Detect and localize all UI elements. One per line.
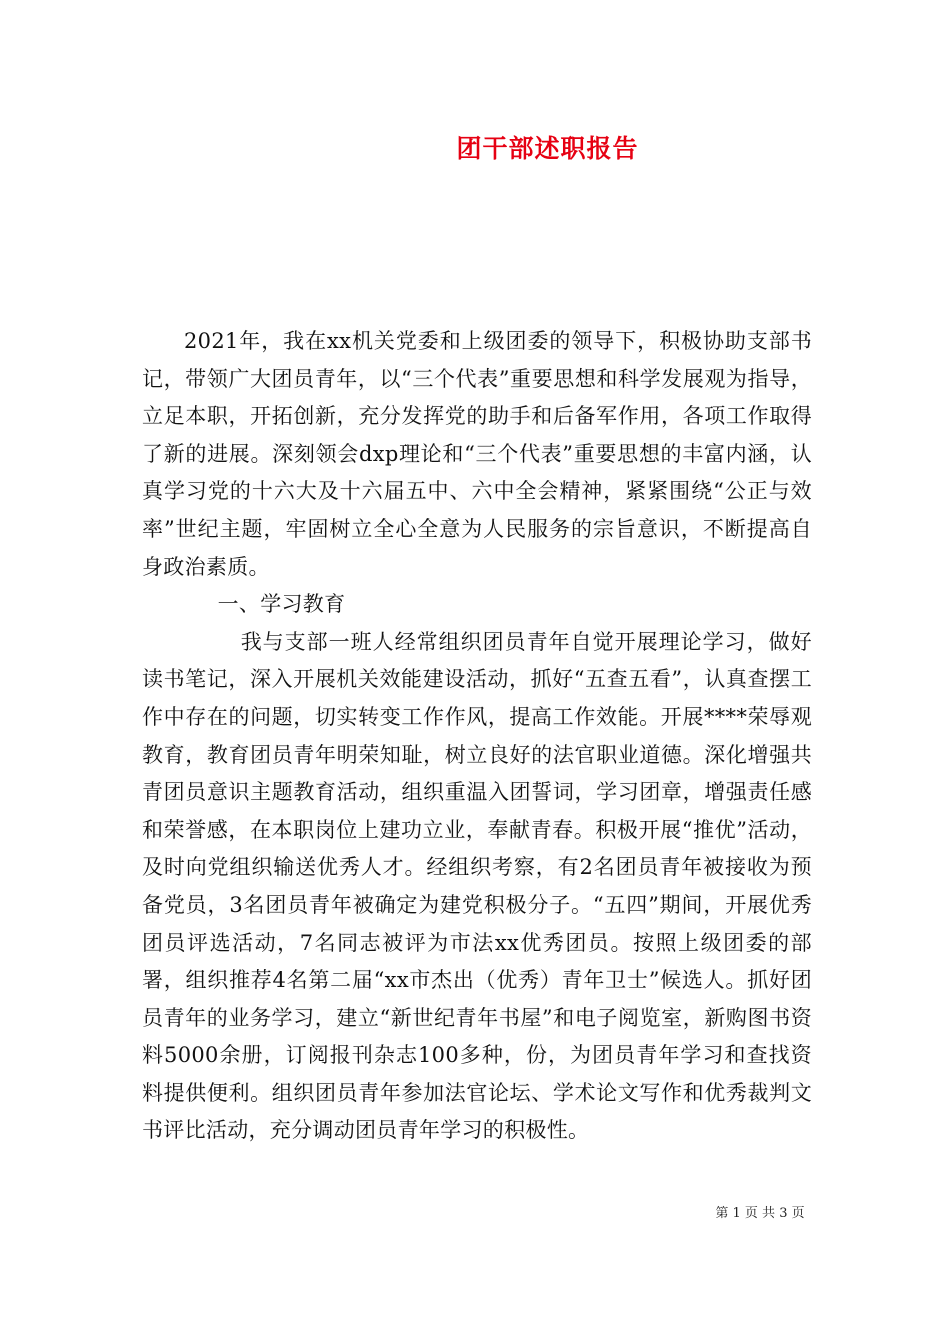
document-title: 团干部述职报告 [456, 134, 639, 163]
document-body [142, 323, 812, 1150]
study-education-paragraph: 我与支部一班人经常组织团员青年自觉开展理论学习，做好读书笔记，深入开展机关效能建设活动，抓好“五查五看”，认真查摆工作中存在的问题，切实转变工作作风，提高工作效能。开展****荣辱观教育，教育团员青年明荣知耻，树立良好的法官职业道德。深化增强共青团员意识主题教育活动，组织重温入团誓词，学习团章，增强责任感和荣誉感，在本职岗位上建功立业，奉献青春。积极开展“推优”活动，及时向党组织输送优秀人才。经组织考察，有2名团员青年被接收为预备党员，3名团员青年被确定为建党积极分子。“五四”期间，开展优秀团员评选活动，7名同志被评为市法xx优秀团员。按照上级团委的部署，组织推荐4名第二届“xx市杰出（优秀）青年卫士”候选人。抓好团员青年的业务学习，建立“新世纪青年书屋”和电子阅览室，新购图书资料5000余册，订阅报刊杂志100多种，份，为团员青年学习和查找资料提供便利。组织团员青年参加法官论坛、学术论文写作和优秀裁判文书评比活动，充分调动团员青年学习的积极性。 [142, 629, 812, 1143]
intro-paragraph: 2021年，我在xx机关党委和上级团委的领导下，积极协助支部书记，带领广大团员青年，以“三个代表”重要思想和科学发展观为指导，立足本职，开拓创新，充分发挥党的助手和后备军作用，各项工作取得了新的进展。深刻领会dxp理论和“三个代表”重要思想的丰富内涵，认真学习党的十六大及十六届五中、六中全会精神，紧紧围绕“公正与效率”世纪主题，牢固树立全心全意为人民服务的宗旨意识，不断提高自身政治素质。 [142, 329, 812, 579]
page-number-footer: 第 1 页 共 3 页 [715, 1206, 805, 1221]
section-heading: 一、学习教育 [217, 592, 346, 617]
